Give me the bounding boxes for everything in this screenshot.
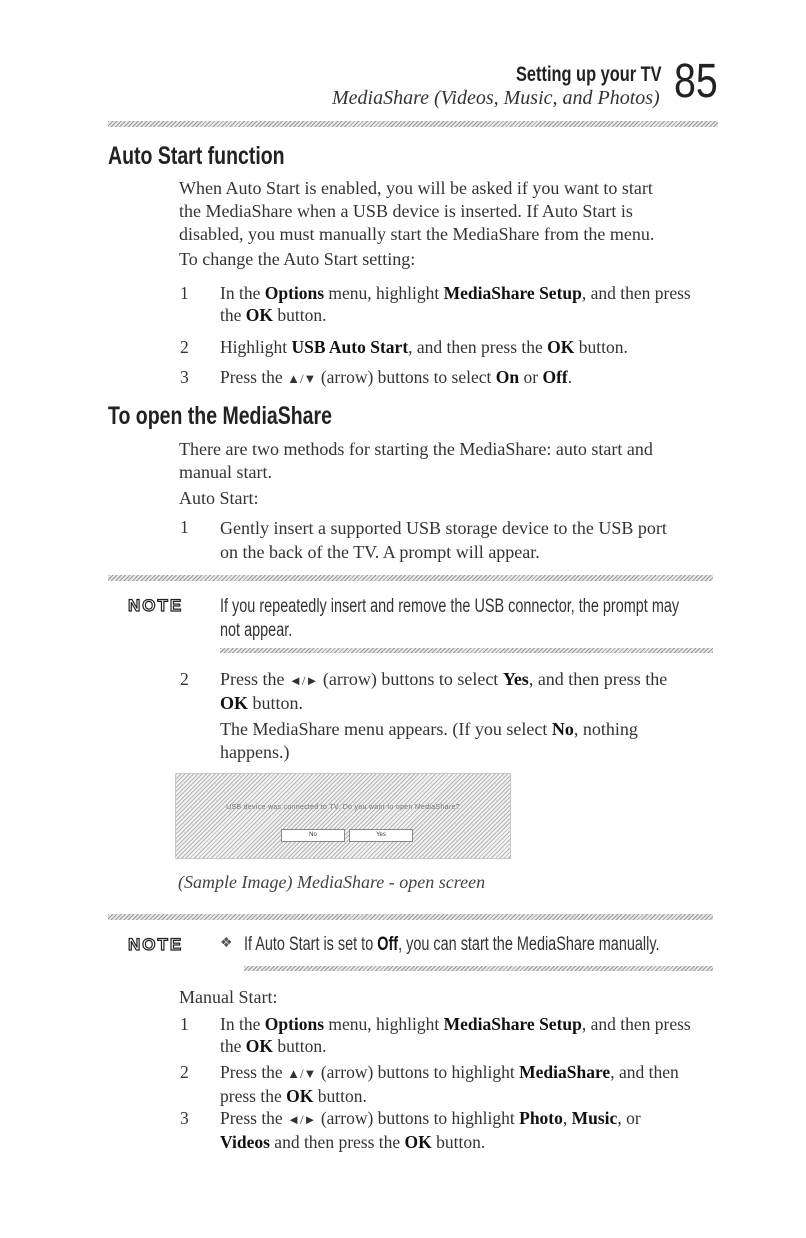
auto-start-description: When Auto Start is enabled, you will be asked if you want to start the MediaShare when a USB device is inserted. If Auto Start is disabled, you must manually start the MediaShare from the menu. To change the Auto Start setting: — [179, 178, 655, 269]
sample-prompt-text: USB device was connected to TV. Do you want to open MediaShare? — [226, 804, 460, 811]
sample-yes-button: Yes — [349, 829, 413, 842]
header-divider — [108, 121, 718, 127]
note2-text: If Auto Start is set to Off, you can start the MediaShare manually. — [244, 934, 660, 955]
running-header-subtitle: MediaShare (Videos, Music, and Photos) — [332, 87, 660, 109]
note-label: NOTE — [128, 596, 184, 615]
note-text: If you repeatedly insert and remove the USB connector, the prompt may not appear. — [220, 596, 680, 641]
note-divider-bottom — [220, 648, 713, 653]
sample-image-mediashare-prompt — [175, 773, 511, 859]
sample-image-caption: (Sample Image) MediaShare - open screen — [178, 872, 486, 892]
note2-label: NOTE — [128, 935, 184, 954]
note2-divider-bottom — [244, 966, 713, 971]
note-divider-top — [108, 575, 713, 581]
sample-no-button: No — [281, 829, 345, 842]
diamond-bullet-icon: ❖ — [220, 936, 233, 951]
up-down-arrow-icon: ▲/▼ — [287, 1066, 317, 1081]
manual-start-label: Manual Start: — [179, 987, 278, 1007]
running-header-title: Setting up your TV — [516, 63, 662, 86]
up-down-arrow-icon: ▲/▼ — [287, 371, 317, 386]
page-number: 85 — [674, 55, 718, 108]
open-description: There are two methods for starting the MediaShare: auto start and manual start. Auto Start: — [179, 439, 653, 508]
left-right-arrow-icon: ◄/► — [287, 1112, 317, 1127]
section-heading-open-mediashare: To open the MediaShare — [108, 402, 332, 430]
note2-divider-top — [108, 914, 713, 920]
left-right-arrow-icon: ◄/► — [289, 673, 319, 688]
section-heading-auto-start: Auto Start function — [108, 142, 285, 170]
